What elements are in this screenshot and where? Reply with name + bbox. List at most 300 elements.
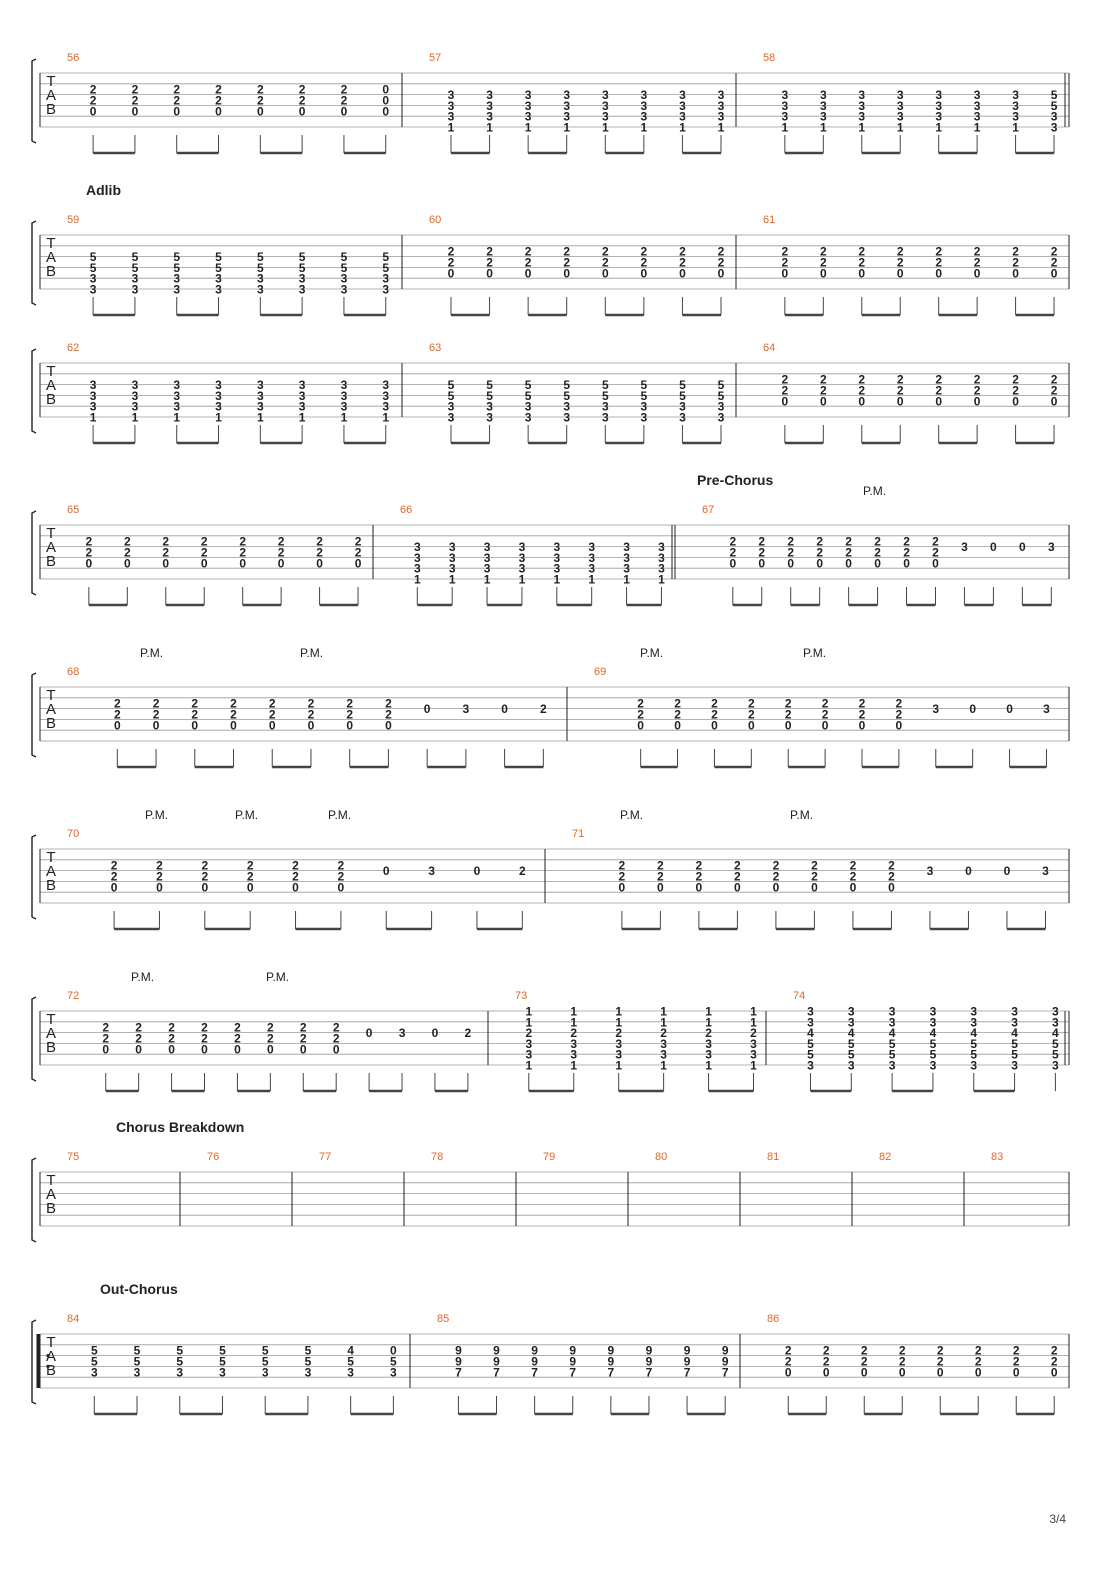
fret-number: 2 <box>860 1354 868 1369</box>
fret-number: 3 <box>462 702 470 717</box>
fret-number: 2 <box>239 534 247 549</box>
fret-number: 2 <box>758 534 766 549</box>
fret-number: 3 <box>524 98 532 113</box>
fret-number: 0 <box>173 104 181 119</box>
fret-number: 3 <box>623 550 630 565</box>
fret-number: 2 <box>234 1020 241 1035</box>
fret-number: 3 <box>615 1036 623 1051</box>
fret-number: 3 <box>717 98 725 113</box>
fret-number: 1 <box>563 120 571 135</box>
fret-number: 0 <box>896 394 904 409</box>
fret-number: 0 <box>1003 864 1011 879</box>
fret-number: 0 <box>162 556 170 571</box>
fret-number: 3 <box>524 399 532 414</box>
fret-number: 5 <box>524 388 532 403</box>
fret-number: 3 <box>750 1047 757 1062</box>
fret-number: 3 <box>658 561 665 576</box>
fret-number: 2 <box>787 534 795 549</box>
fret-number: 2 <box>131 82 139 97</box>
fret-number: 3 <box>973 109 981 124</box>
fret-number: 1 <box>615 1015 623 1030</box>
fret-number: 0 <box>973 394 981 409</box>
fret-number: 5 <box>486 388 493 403</box>
fret-number: 3 <box>486 410 493 425</box>
fret-number: 2 <box>266 1020 274 1035</box>
measure-number: 84 <box>67 1313 80 1325</box>
fret-number: 2 <box>354 534 362 549</box>
fret-number: 3 <box>524 410 532 425</box>
fret-number: 2 <box>734 869 741 884</box>
fret-number: 2 <box>717 244 725 259</box>
fret-number: 0 <box>102 1042 110 1057</box>
fret-number: 3 <box>807 1004 814 1019</box>
palm-mute-label: P.M. <box>140 646 164 660</box>
measure-number: 67 <box>702 504 715 516</box>
fret-number: 9 <box>569 1354 577 1369</box>
fret-number: 0 <box>969 702 977 717</box>
section-label: Pre-Chorus <box>697 472 774 488</box>
fret-number: 1 <box>89 410 97 425</box>
fret-number: 5 <box>888 1036 896 1051</box>
fret-number: 1 <box>524 120 532 135</box>
system-bracket <box>32 59 36 143</box>
tab-system <box>32 472 1069 605</box>
tab-clef-letter: T <box>46 849 56 866</box>
fret-number: 2 <box>123 534 131 549</box>
fret-number: 2 <box>298 82 306 97</box>
fret-number: 3 <box>1011 1058 1018 1073</box>
fret-number: 2 <box>896 383 904 398</box>
fret-number: 2 <box>464 1026 472 1041</box>
fret-number: 0 <box>674 718 681 733</box>
fret-number: 2 <box>563 255 571 270</box>
fret-number: 2 <box>110 858 118 873</box>
fret-number: 1 <box>660 1004 667 1019</box>
fret-number: 2 <box>277 545 285 560</box>
fret-number: 2 <box>539 702 547 717</box>
fret-number: 5 <box>215 250 222 265</box>
fret-number: 2 <box>346 696 354 711</box>
fret-number: 3 <box>640 399 648 414</box>
fret-number: 9 <box>645 1343 653 1358</box>
fret-number: 0 <box>895 718 903 733</box>
fret-number: 1 <box>660 1015 667 1030</box>
fret-number: 2 <box>695 858 703 873</box>
fret-number: 3 <box>390 1365 397 1380</box>
fret-number: 0 <box>131 104 139 119</box>
fret-number: 2 <box>615 1026 623 1041</box>
fret-number: 3 <box>601 109 609 124</box>
fret-number: 2 <box>234 1031 241 1046</box>
fret-number: 0 <box>277 556 285 571</box>
fret-number: 3 <box>256 388 264 403</box>
tab-clef-letter: B <box>45 877 57 894</box>
fret-number: 0 <box>382 82 390 97</box>
fret-number: 3 <box>679 410 686 425</box>
fret-number: 2 <box>316 534 323 549</box>
measure-number: 81 <box>767 1151 780 1163</box>
fret-number: 5 <box>847 1047 855 1062</box>
fret-number: 0 <box>679 266 686 281</box>
measure-number: 56 <box>67 52 80 64</box>
fret-number: 3 <box>1012 98 1019 113</box>
palm-mute-label: P.M. <box>863 484 887 498</box>
fret-number: 3 <box>563 88 571 103</box>
fret-number: 3 <box>588 561 596 576</box>
fret-number: 2 <box>819 255 827 270</box>
fret-number: 2 <box>898 1354 906 1369</box>
fret-number: 2 <box>874 534 881 549</box>
fret-number: 5 <box>807 1047 814 1062</box>
fret-number: 1 <box>750 1058 757 1073</box>
fret-number: 2 <box>787 545 795 560</box>
palm-mute-label: P.M. <box>790 808 814 822</box>
tab-clef-letter: A <box>45 377 57 394</box>
fret-number: 1 <box>525 1058 533 1073</box>
fret-number: 3 <box>717 410 725 425</box>
fret-number: 0 <box>256 104 264 119</box>
fret-number: 2 <box>935 255 943 270</box>
fret-number: 2 <box>266 1031 274 1046</box>
fret-number: 3 <box>298 282 306 297</box>
fret-number: 2 <box>973 244 981 259</box>
fret-number: 2 <box>874 545 881 560</box>
fret-number: 3 <box>781 109 789 124</box>
section-label: Chorus Breakdown <box>116 1119 245 1135</box>
fret-number: 0 <box>292 880 299 895</box>
fret-number: 3 <box>304 1365 312 1380</box>
fret-number: 3 <box>413 550 421 565</box>
fret-number: 1 <box>660 1058 667 1073</box>
fret-number: 5 <box>347 1354 354 1369</box>
fret-number: 2 <box>898 1343 906 1358</box>
fret-number: 5 <box>173 260 181 275</box>
fret-number: 3 <box>929 1004 937 1019</box>
tab-clef-letter: B <box>45 263 57 280</box>
fret-number: 3 <box>483 561 491 576</box>
fret-number: 3 <box>858 88 866 103</box>
fret-number: 0 <box>113 718 121 733</box>
fret-number: 3 <box>929 1015 937 1030</box>
fret-number: 2 <box>811 869 818 884</box>
fret-number: 2 <box>705 1026 712 1041</box>
fret-number: 9 <box>721 1354 729 1369</box>
fret-number: 3 <box>970 1015 978 1030</box>
fret-number: 3 <box>1012 109 1019 124</box>
tab-clef-letter: T <box>46 687 56 704</box>
fret-number: 3 <box>623 561 630 576</box>
fret-number: 2 <box>784 696 792 711</box>
fret-number: 2 <box>152 696 160 711</box>
fret-number: 4 <box>807 1026 814 1041</box>
fret-number: 1 <box>483 572 491 587</box>
fret-number: 0 <box>781 266 789 281</box>
fret-number: 3 <box>570 1047 578 1062</box>
fret-number: 0 <box>858 266 866 281</box>
fret-number: 2 <box>518 864 526 879</box>
fret-number: 5 <box>601 378 609 393</box>
fret-number: 5 <box>563 388 571 403</box>
fret-number: 3 <box>447 109 455 124</box>
fret-number: 0 <box>935 394 943 409</box>
fret-number: 3 <box>524 88 532 103</box>
fret-number: 2 <box>935 244 943 259</box>
tab-clef-letter: T <box>46 1011 56 1028</box>
fret-number: 3 <box>935 88 943 103</box>
fret-number: 2 <box>215 82 222 97</box>
fret-number: 2 <box>563 244 571 259</box>
fret-number: 5 <box>382 250 390 265</box>
fret-number: 0 <box>888 880 895 895</box>
fret-number: 3 <box>413 561 421 576</box>
fret-number: 2 <box>845 545 852 560</box>
fret-number: 3 <box>261 1365 269 1380</box>
fret-number: 2 <box>1012 1354 1020 1369</box>
fret-number: 2 <box>340 82 348 97</box>
fret-number: 5 <box>1050 98 1058 113</box>
fret-number: 1 <box>615 1004 623 1019</box>
fret-number: 2 <box>337 858 345 873</box>
fret-number: 0 <box>784 1365 792 1380</box>
fret-number: 1 <box>1012 120 1019 135</box>
fret-number: 2 <box>640 244 648 259</box>
fret-number: 2 <box>729 545 737 560</box>
fret-number: 0 <box>717 266 725 281</box>
fret-number: 2 <box>486 255 493 270</box>
fret-number: 5 <box>640 378 648 393</box>
fret-number: 2 <box>618 869 626 884</box>
fret-number: 3 <box>1052 1015 1059 1030</box>
fret-number: 3 <box>215 378 222 393</box>
fret-number: 4 <box>929 1026 937 1041</box>
fret-number: 3 <box>570 1036 578 1051</box>
fret-number: 0 <box>340 104 348 119</box>
fret-number: 3 <box>932 702 940 717</box>
fret-number: 3 <box>524 109 532 124</box>
fret-number: 2 <box>191 696 199 711</box>
fret-number: 5 <box>90 1354 98 1369</box>
fret-number: 9 <box>569 1343 577 1358</box>
fret-number: 3 <box>298 378 306 393</box>
fret-number: 7 <box>721 1365 729 1380</box>
fret-number: 0 <box>316 556 323 571</box>
fret-number: 1 <box>173 410 181 425</box>
fret-number: 2 <box>758 545 766 560</box>
fret-number: 1 <box>658 572 665 587</box>
fret-number: 3 <box>1047 540 1055 555</box>
fret-number: 0 <box>332 1042 340 1057</box>
fret-number: 3 <box>131 271 139 286</box>
measure-number: 85 <box>437 1313 450 1325</box>
fret-number: 2 <box>239 545 247 560</box>
fret-number: 5 <box>1052 1047 1059 1062</box>
fret-number: 2 <box>784 1343 792 1358</box>
fret-number: 0 <box>729 556 737 571</box>
fret-number: 5 <box>390 1354 397 1369</box>
fret-number: 2 <box>298 93 306 108</box>
fret-number: 0 <box>657 880 664 895</box>
fret-number: 2 <box>674 696 681 711</box>
fret-number: 2 <box>657 869 664 884</box>
fret-number: 2 <box>447 255 455 270</box>
fret-number: 2 <box>888 858 895 873</box>
fret-number: 2 <box>152 707 160 722</box>
fret-number: 3 <box>298 388 306 403</box>
fret-number: 2 <box>307 696 315 711</box>
fret-number: 7 <box>683 1365 691 1380</box>
fret-number: 1 <box>447 120 455 135</box>
fret-number: 2 <box>1012 255 1019 270</box>
tab-system <box>32 646 1069 767</box>
fret-number: 2 <box>821 696 829 711</box>
tab-clef-letter: A <box>45 1025 57 1042</box>
fret-number: 1 <box>705 1015 712 1030</box>
fret-number: 7 <box>493 1365 500 1380</box>
fret-number: 0 <box>858 718 866 733</box>
fret-number: 2 <box>781 244 789 259</box>
fret-number: 1 <box>382 410 390 425</box>
fret-number: 3 <box>750 1036 757 1051</box>
fret-number: 2 <box>200 545 208 560</box>
fret-number: 0 <box>152 718 160 733</box>
fret-number: 0 <box>298 104 306 119</box>
fret-number: 3 <box>660 1036 667 1051</box>
fret-number: 0 <box>772 880 780 895</box>
fret-number: 2 <box>1050 255 1058 270</box>
fret-number: 2 <box>858 707 866 722</box>
fret-number: 0 <box>234 1042 241 1057</box>
fret-number: 2 <box>858 255 866 270</box>
fret-number: 3 <box>447 88 455 103</box>
tab-clef-letter: T <box>46 235 56 252</box>
fret-number: 2 <box>935 372 943 387</box>
fret-number: 9 <box>531 1343 538 1358</box>
fret-number: 2 <box>781 255 789 270</box>
fret-number: 3 <box>382 378 390 393</box>
fret-number: 5 <box>219 1343 226 1358</box>
tab-clef-letter: B <box>45 715 57 732</box>
system-bracket <box>32 1158 36 1242</box>
fret-number: 0 <box>382 864 390 879</box>
fret-number: 5 <box>340 260 348 275</box>
fret-number: 3 <box>1052 1004 1059 1019</box>
fret-number: 0 <box>973 266 981 281</box>
fret-number: 3 <box>382 399 390 414</box>
fret-number: 3 <box>447 410 455 425</box>
fret-number: 2 <box>486 244 493 259</box>
fret-number: 2 <box>849 858 857 873</box>
fret-number: 0 <box>423 702 431 717</box>
fret-number: 2 <box>936 1354 944 1369</box>
fret-number: 5 <box>679 388 686 403</box>
fret-number: 5 <box>298 260 306 275</box>
fret-number: 3 <box>256 282 264 297</box>
fret-number: 3 <box>340 378 348 393</box>
fret-number: 4 <box>888 1026 896 1041</box>
fret-number: 2 <box>173 82 181 97</box>
fret-number: 3 <box>896 88 904 103</box>
fret-number: 3 <box>131 388 139 403</box>
measure-number: 68 <box>67 666 80 678</box>
fret-number: 5 <box>133 1343 141 1358</box>
fret-number: 3 <box>486 109 493 124</box>
fret-number: 0 <box>858 394 866 409</box>
fret-number: 0 <box>337 880 345 895</box>
measure-number: 70 <box>67 828 80 840</box>
fret-number: 1 <box>819 120 827 135</box>
system-bracket <box>32 1320 36 1404</box>
fret-number: 2 <box>729 534 737 549</box>
measure-number: 58 <box>763 52 776 64</box>
fret-number: 1 <box>215 410 222 425</box>
fret-number: 2 <box>200 534 208 549</box>
measure-number: 80 <box>655 1151 668 1163</box>
fret-number: 0 <box>230 718 237 733</box>
fret-number: 3 <box>448 540 456 555</box>
fret-number: 3 <box>131 378 139 393</box>
fret-number: 3 <box>679 109 686 124</box>
palm-mute-label: P.M. <box>300 646 324 660</box>
fret-number: 2 <box>858 696 866 711</box>
measure-number: 79 <box>543 1151 556 1163</box>
fret-number: 2 <box>821 707 829 722</box>
fret-number: 3 <box>486 88 493 103</box>
fret-number: 3 <box>340 388 348 403</box>
fret-number: 0 <box>354 556 362 571</box>
tab-system <box>32 342 1069 443</box>
fret-number: 2 <box>230 707 237 722</box>
fret-number: 9 <box>683 1343 691 1358</box>
fret-number: 2 <box>201 1020 208 1035</box>
fret-number: 1 <box>340 410 348 425</box>
fret-number: 2 <box>932 534 939 549</box>
measure-number: 76 <box>207 1151 220 1163</box>
fret-number: 3 <box>382 388 390 403</box>
fret-number: 2 <box>849 869 857 884</box>
fret-number: 0 <box>501 702 508 717</box>
fret-number: 3 <box>256 271 264 286</box>
fret-number: 3 <box>398 1026 406 1041</box>
tab-clef-letter: A <box>45 87 57 104</box>
fret-number: 0 <box>849 880 857 895</box>
fret-number: 9 <box>607 1343 615 1358</box>
fret-number: 0 <box>903 556 910 571</box>
fret-number: 2 <box>747 707 755 722</box>
fret-number: 2 <box>570 1026 578 1041</box>
fret-number: 3 <box>601 98 609 113</box>
fret-number: 0 <box>618 880 626 895</box>
fret-number: 3 <box>518 550 526 565</box>
fret-number: 0 <box>816 556 824 571</box>
fret-number: 3 <box>382 271 390 286</box>
fret-number: 2 <box>1050 372 1058 387</box>
fret-number: 3 <box>1011 1015 1018 1030</box>
fret-number: 3 <box>89 378 97 393</box>
fret-number: 5 <box>89 250 97 265</box>
fret-number: 5 <box>261 1354 269 1369</box>
palm-mute-label: P.M. <box>328 808 352 822</box>
fret-number: 0 <box>821 718 829 733</box>
fret-number: 2 <box>811 858 818 873</box>
fret-number: 3 <box>1050 120 1058 135</box>
fret-number: 2 <box>524 244 532 259</box>
tab-system <box>32 1119 1069 1242</box>
measure-number: 83 <box>991 1151 1004 1163</box>
fret-number: 3 <box>807 1058 814 1073</box>
fret-number: 5 <box>1011 1036 1018 1051</box>
measure-number: 77 <box>319 1151 332 1163</box>
fret-number: 1 <box>750 1004 757 1019</box>
